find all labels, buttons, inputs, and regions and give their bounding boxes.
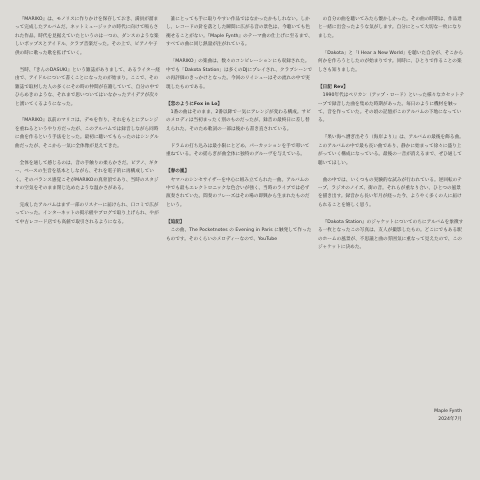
- paragraph: ドラムの打ち込みは最小限にとどめ、パーカッションを手で叩いて重ねている。その揺らぎが曲全体に独特のグルーヴを与えている。: [166, 143, 310, 158]
- text-column-3: [318, 16, 465, 253]
- section-heading: 【春の嵐】: [166, 169, 190, 175]
- paragraph: 『MARIKO』は、モノリスに作りかけを保存しておき、満員が溜まって完成したアルバムだ。ネットミュージックの時代に向けて鳴らされた作品。時代を見据えていたというのは一つの、ダンスのような楽しいポップスとアイドル、クラブ音楽だった。その上で、ピアノや子供の時に歌った歌を拡げていく。: [15, 17, 159, 56]
- paragraph: ヤマハのシンセサイザーを中心に組み立てられた一曲。アルバムの中でも最もエレクトロニックな色合いが強く、当時のライブでは必ず演奏されていた。間奏のフレーズはその場の即興から生まれたものだという。: [166, 177, 310, 208]
- paragraph: 全体を通して感じるのは、音の手触りの柔らかさだ。ピアノ、ギター、ベースの生音を基本としながら、それを電子的に再構成していく。そのバランス感覚こそがMARIKOの真骨頂であり、当時のスタジオの空気をそのまま閉じ込めたような温かさがある。: [15, 160, 159, 192]
- paragraph: 当時、『きんのDASUKI』という雑誌がありまして、あるライター経由で、アイドルについて書くことになったのが始まり。ここで、その雑誌で取材した人の多くにその時の仲間が在籍していて、自分の中でひらめきのような、それまで思いついてはいなかったアイデアが次々と湧いてくるようになった。: [15, 67, 160, 107]
- author-name: Maple Fynth: [434, 409, 462, 414]
- paragraph: 完成したアルバムはまず一部のリスナーに届けられ、口コミで広がっていった。インターネットの掲示板やブログで取り上げられ、やがて中古レコード店でも高値で取引されるようになる。: [15, 202, 159, 225]
- paragraph: この曲、The Pocketnotes の Evening in Paris に触発して作ったものです。そのくらいのメロディーなので、YouTube: [166, 228, 312, 242]
- date: 2024年7月: [438, 417, 462, 422]
- paragraph: 『MARIKO』以前のマリコは、デモを作り、それをもとにアレンジを重ねるというやり方だったが、このアルバムでは録音しながら同時に曲を作るという手法をとった。最初に聴いてもらったのはシングル曲だったが、そこから一気に全体像が見えてきた。: [15, 118, 159, 149]
- paragraph: 『Dakota Station』のジャケットについてのちにアルバムを象徴する一枚となったこの写真は、友人が撮影したもの。どこにでもある駅のホームの風景が、不思議と曲の雰囲気に重なって見えたので、このジャケットに決めた。: [318, 219, 464, 251]
- paragraph: 曲の中では、いくつもの実験的な試みが行われている。逆回転のテープ、ラジオのノイズ、街の音。それらが重なり合い、ひとつの風景を描き出す。録音から長い年月が経った今、ようやく多くの人に届けられることを嬉しく思う。: [318, 177, 462, 208]
- section-heading: 【恋のようにFox in Lo】: [166, 101, 223, 107]
- paragraph: 1990年代はペリカン（アップ・ロード）といった様々なカセットテープで録音した曲を集めた時期があった。毎日のように機材を触って、音を作っていた。その頃の記憶がこのアルバムの下地になっている。: [318, 93, 465, 124]
- section-heading: 【日記 Rev】: [318, 84, 349, 90]
- paragraph: 1番の曲はそのまま、2番以降で一気にアレンジが変わる構成。サビのメロディは当初まったく別のものだったが、録音の最終日に差し替えられた。そのため歌詞の一部は後から書き直されている。: [166, 109, 311, 132]
- paragraph: 誰にとっても手に取りやすい作品ではなかったかもしれない。しかし、レコードの針を落とした瞬間に広がる音の景色は、今聴いても色褪せることがない。『Maple Fynth』のテーマ曲の仕上げに至るまで、すべての曲に同じ熱量が注がれている。: [166, 17, 313, 48]
- paragraph: 『果い海へ漕ぎ出そう（海岸より）』は、アルバムの最後を飾る曲。このアルバムの中で最も長い曲であり、静かに始まって徐々に盛り上がっていく構成になっている。最後の一音が消えるまで、ぜひ通して聴いてほしい。: [318, 135, 464, 166]
- paragraph: 「MARIKO」の楽曲は、数々のコンピレーションにも収録された。中でも「Dakota Station」は多くのDJにプレイされ、クラブシーンでの再評価のきっかけとなった。今回のリイシューはその流れの中で実現したものである。: [166, 59, 313, 90]
- text-column-1: [15, 16, 162, 227]
- signature-block: [434, 408, 462, 424]
- section-heading: 【追記】: [166, 219, 185, 225]
- paragraph: の自分の曲を聴いてみたら懐かしかった。その曲の時期は、作品達と一緒に出会ったような気がします。自分にとって大切な一枚になりました。: [318, 17, 462, 39]
- text-column-2: [166, 16, 313, 244]
- paragraph: 「Dakota」と「I Hear a New World」を聴いた自分が、そこから何かを作ろうとしたのが始まりです。同時に、ひとりで作ることの楽しさも知りました。: [318, 50, 464, 73]
